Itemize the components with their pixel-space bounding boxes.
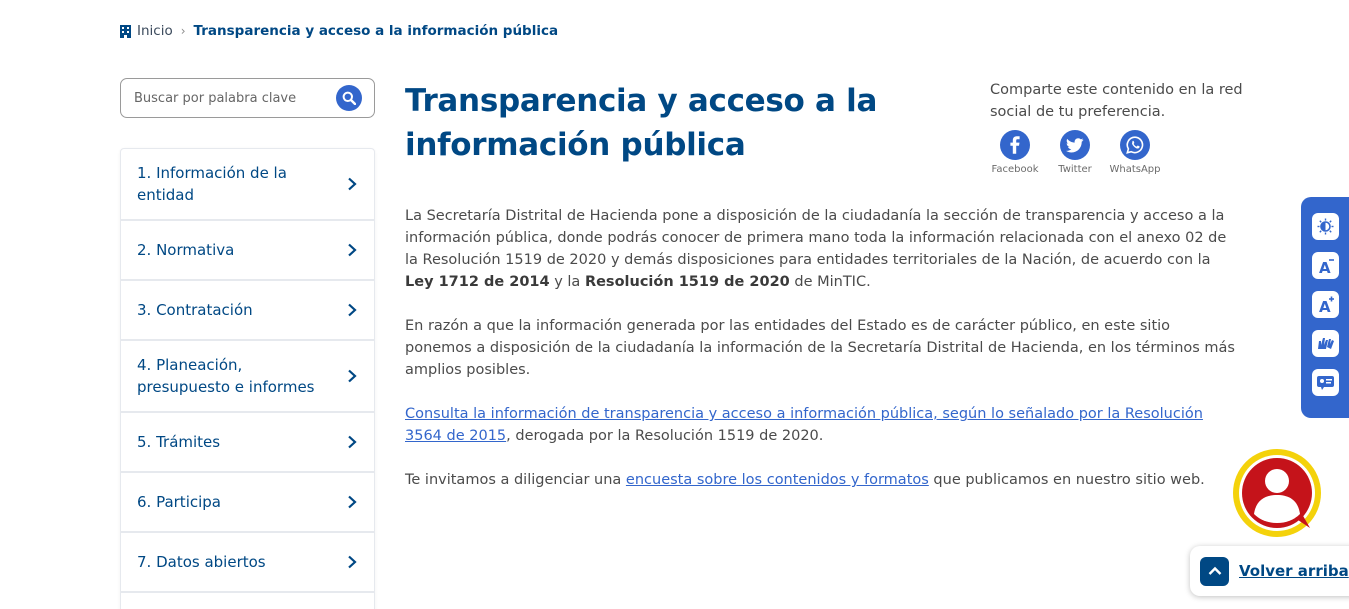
sign-language-icon[interactable] (1312, 330, 1339, 357)
sidebar-item-contratacion[interactable] (121, 281, 374, 341)
share-buttons (985, 130, 1165, 175)
share-whatsapp-label: WhatsApp (1109, 164, 1161, 175)
intro-end: de MinTIC. (789, 274, 871, 290)
survey-paragraph (405, 469, 1235, 491)
intro-connector: y la (549, 274, 585, 290)
survey-link[interactable]: encuesta sobre los contenidos y formatos (625, 472, 929, 488)
share-twitter-label: Twitter (1058, 164, 1092, 175)
sidebar-item-label: 7. Datos abiertos (137, 553, 266, 571)
whatsapp-icon (1120, 130, 1150, 160)
share-whatsapp-button[interactable] (1105, 130, 1165, 175)
chevron-right-icon (346, 369, 358, 383)
resolution-link[interactable]: Consulta la información de transparencia y acceso a información pública, según lo señalado por la Resolución 3564 de 2015 (405, 406, 1203, 444)
chevron-right-icon (346, 495, 358, 509)
sidebar-item-planeacion[interactable] (121, 341, 374, 413)
share-facebook-button[interactable] (985, 130, 1045, 175)
sidebar-item-label: 1. Información de la entidad (137, 164, 287, 204)
relay-center-icon[interactable] (1312, 369, 1339, 396)
survey-intro: Te invitamos a diligenciar una (405, 472, 626, 488)
chevron-right-icon: › (180, 24, 186, 38)
breadcrumb-home-link[interactable]: Inicio (137, 23, 173, 39)
chevron-right-icon (346, 555, 358, 569)
svg-text:A: A (1318, 258, 1331, 275)
increase-font-icon[interactable] (1312, 291, 1339, 318)
sidebar-item-datos-abiertos[interactable] (121, 533, 374, 593)
public-info-paragraph: En razón a que la información generada por las entidades del Estado es de carácter público, en este sitio ponemos a disposición de la ciudadanía la información de la Secretaría Distrital de Hacienda, en los términos más amplios posibles. (405, 318, 1235, 378)
decrease-font-icon[interactable] (1312, 252, 1339, 279)
share-facebook-label: Facebook (991, 164, 1039, 175)
back-to-top-label: Volver arriba (1239, 562, 1349, 580)
intro-text: La Secretaría Distrital de Hacienda pone a disposición de la ciudadanía la sección de transparencia y acceso a la información pública, donde podrás conocer de primera mano toda la información relacionada con el anexo 02 de la Resolución 1519 de 2020 y demás disposiciones para entidades territoriales de la Nación, de acuerdo con la (405, 208, 1227, 268)
facebook-icon (1000, 130, 1030, 160)
chevron-right-icon (346, 243, 358, 257)
chevron-right-icon (346, 435, 358, 449)
chevron-right-icon (346, 303, 358, 317)
sidebar-item-label: 2. Normativa (137, 241, 235, 259)
share-twitter-button[interactable] (1045, 130, 1105, 175)
building-icon (120, 25, 131, 38)
intro-paragraph (405, 205, 1235, 293)
resolution-paragraph (405, 403, 1235, 447)
sidebar-item-label: 6. Participa (137, 493, 221, 511)
breadcrumb-current: Transparencia y acceso a la información pública (193, 23, 559, 39)
sidebar-item-participa[interactable] (121, 473, 374, 533)
accessibility-toolbar (1301, 197, 1349, 418)
sidebar-menu (120, 148, 375, 609)
search-icon (342, 91, 356, 105)
contrast-icon[interactable] (1312, 213, 1339, 240)
chat-assistant-button[interactable] (1232, 448, 1322, 538)
chevron-right-icon (346, 177, 358, 191)
survey-end: que publicamos en nuestro sitio web. (928, 472, 1205, 488)
law-reference: Ley 1712 de 2014 (405, 274, 550, 290)
search-button[interactable] (336, 85, 362, 111)
share-text: Comparte este contenido en la red social de tu preferencia. (990, 82, 1243, 120)
sidebar-item-normativa[interactable] (121, 221, 374, 281)
page-title: Transparencia y acceso a la información pública (405, 83, 878, 163)
chevron-up-icon (1200, 557, 1229, 586)
main-content (405, 205, 1235, 513)
back-to-top-button[interactable] (1190, 546, 1349, 596)
sidebar-item-label: 3. Contratación (137, 301, 253, 319)
chat-avatar-icon (1232, 448, 1322, 538)
sidebar-item-tramites[interactable] (121, 413, 374, 473)
breadcrumb (120, 23, 558, 39)
resolution-note: , derogada por la Resolución 1519 de 2020. (506, 428, 824, 444)
resolution-reference: Resolución 1519 de 2020 (584, 274, 790, 290)
sidebar-item-label: 5. Trámites (137, 433, 221, 451)
svg-text:A: A (1318, 297, 1331, 314)
sidebar-item-informacion-entidad[interactable] (121, 149, 374, 221)
sidebar-item-label: 4. Planeación, presupuesto e informes (137, 356, 315, 396)
twitter-icon (1060, 130, 1090, 160)
search-box (120, 78, 375, 118)
search-input[interactable] (134, 91, 336, 106)
